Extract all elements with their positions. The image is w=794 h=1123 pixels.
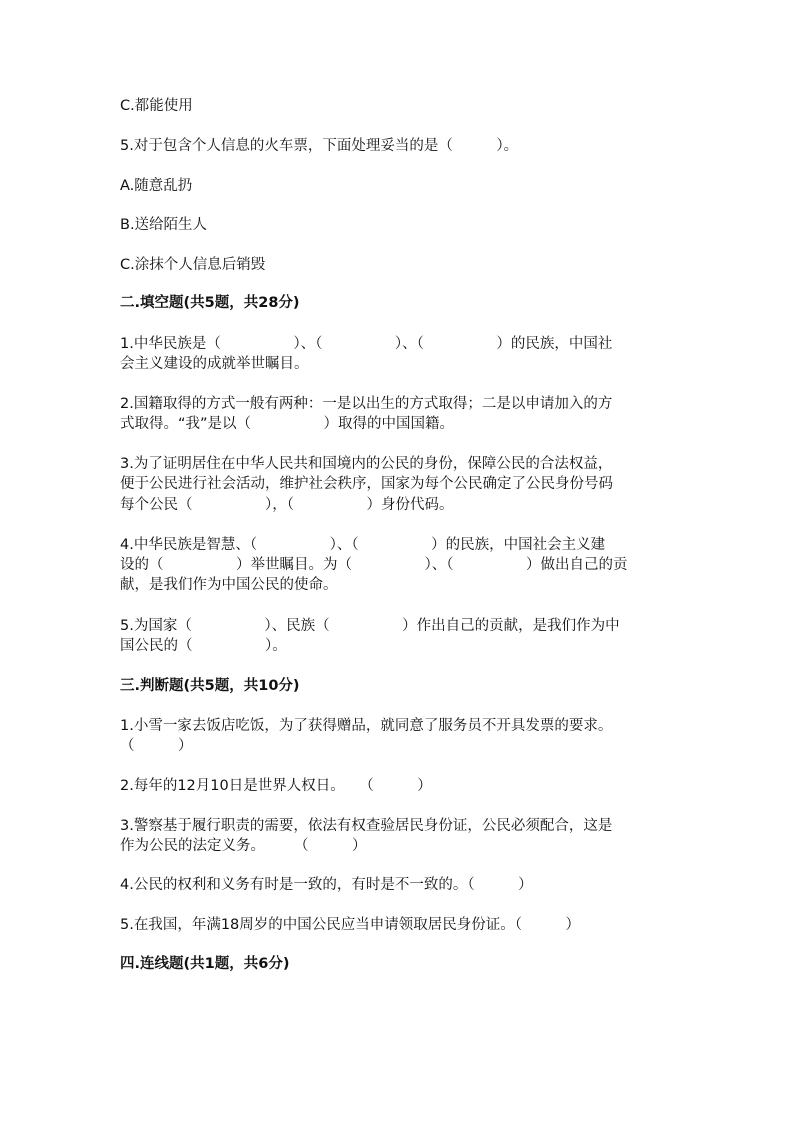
judge-q1-line2: （ ）	[120, 738, 193, 754]
section-match-heading: 四.连线题(共1题，共6分)	[120, 956, 290, 972]
section-fill-heading: 二.填空题(共5题，共28分)	[120, 295, 300, 311]
q5-option-b: B.送给陌生人	[120, 217, 208, 233]
q5-option-c: C.涂抹个人信息后销毁	[120, 257, 266, 273]
fill-q3-line2: 便于公民进行社会活动，维护社会秩序，国家为每个公民确定了公民身份号码	[120, 476, 613, 492]
fill-q5-line2: 国公民的（ ）。	[120, 638, 287, 654]
q5-option-a: A.随意乱扔	[120, 178, 193, 194]
judge-q3-line1: 3.警察基于履行职责的需要，依法有权查验居民身份证，公民必须配合，这是	[120, 818, 613, 834]
judge-q4: 4.公民的权利和义务有时是一致的，有时是不一致的。（ ）	[120, 877, 533, 893]
q5-stem: 5.对于包含个人信息的火车票，下面处理妥当的是（ ）。	[120, 138, 519, 154]
fill-q3-line1: 3.为了证明居住在中华人民共和国境内的公民的身份，保障公民的合法权益，	[120, 456, 613, 472]
section-judge-heading: 三.判断题(共5题，共10分)	[120, 678, 300, 694]
fill-q2-line2: 式取得。“我”是以（ ）取得的中国国籍。	[120, 416, 455, 432]
judge-q1-line1: 1.小雪一家去饭店吃饭，为了获得赠品，就同意了服务员不开具发票的要求。	[120, 718, 613, 734]
fill-q5-line1: 5.为国家（ ）、民族（ ）作出自己的贡献，是我们作为中	[120, 618, 620, 634]
fill-q1-line1: 1.中华民族是（ ）、（ ）、（ ）的民族，中国社	[120, 336, 613, 352]
judge-q3-line2: 作为公民的法定义务。 （ ）	[120, 838, 367, 854]
fill-q4-line2: 设的（ ）举世瞩目。为（ ）、（ ）做出自己的贡	[120, 557, 628, 573]
fill-q2-line1: 2.国籍取得的方式一般有两种：一是以出生的方式取得；二是以申请加入的方	[120, 396, 613, 412]
fill-q3-line3: 每个公民（ ），（ ）身份代码。	[120, 497, 454, 513]
judge-q2: 2.每年的12月10日是世界人权日。 （ ）	[120, 778, 432, 794]
fill-q4-line3: 献，是我们作为中国公民的使命。	[120, 577, 338, 593]
fill-q1-line2: 会主义建设的成就举世瞩目。	[120, 356, 309, 372]
q4-option-c: C.都能使用	[120, 98, 193, 114]
fill-q4-line1: 4.中华民族是智慧、（ ）、（ ）的民族，中国社会主义建	[120, 537, 606, 553]
judge-q5: 5.在我国，年满18周岁的中国公民应当申请领取居民身份证。（ ）	[120, 917, 581, 933]
